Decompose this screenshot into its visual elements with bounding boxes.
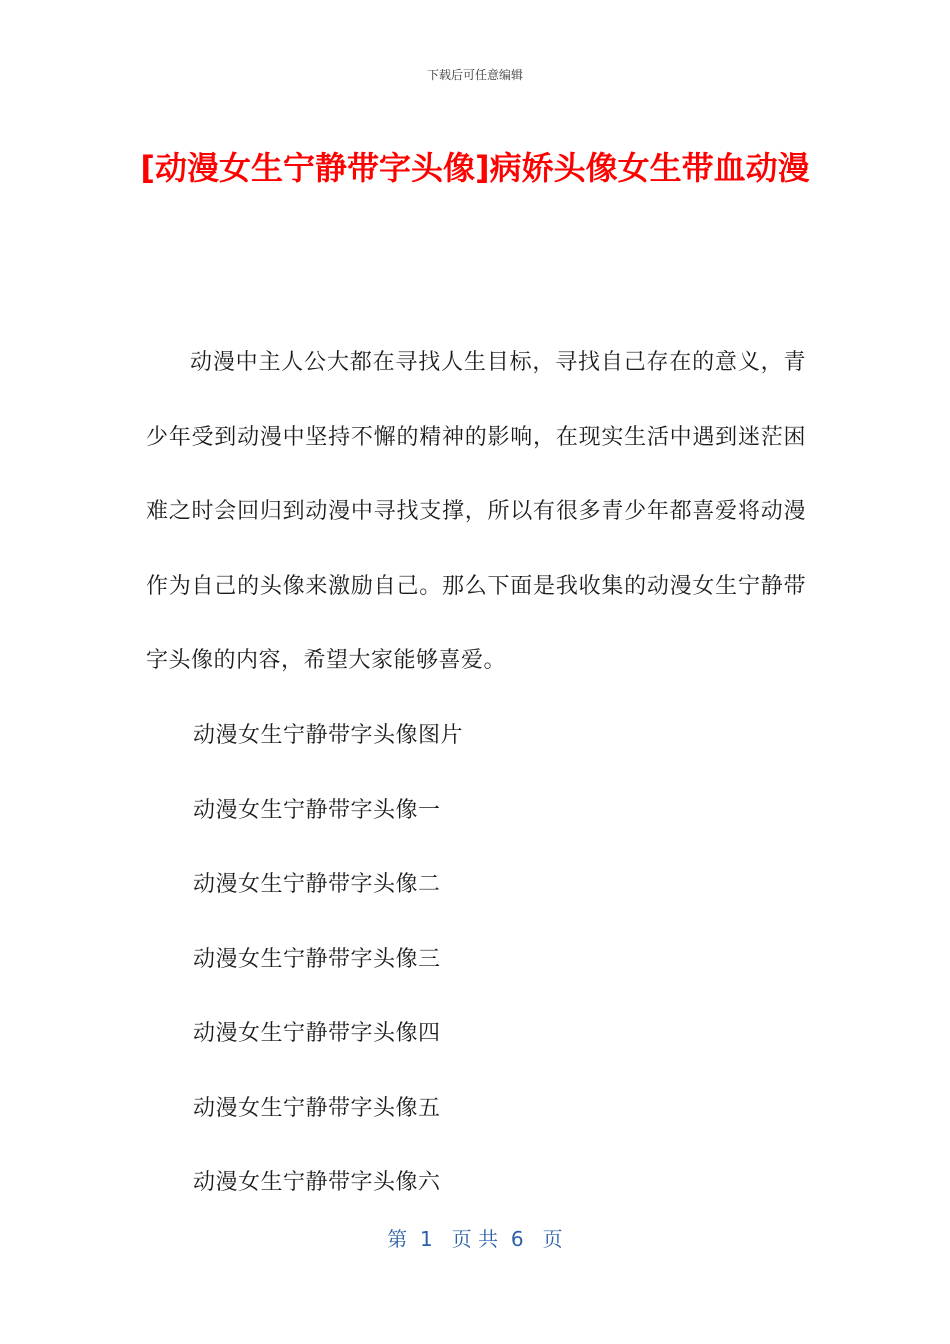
- list-item: 动漫女生宁静带字头像五: [193, 1095, 441, 1121]
- document-title: [动漫女生宁静带字头像]病娇头像女生带血动漫: [140, 149, 810, 187]
- item-list: [193, 699, 793, 1221]
- list-item: 动漫女生宁静带字头像六: [193, 1170, 441, 1195]
- list-item: 动漫女生宁静带字头像二: [193, 872, 441, 897]
- list-item: 动漫女生宁静带字头像三: [193, 946, 441, 972]
- intro-paragraph: 动漫中主人公大都在寻找人生目标，寻找自己存在的意义，青少年受到动漫中坚持不懈的精神的影响，在现实生活中遇到迷茫困难之时会回归到动漫中寻找支撑，所以有很多青少年都喜爱将动漫作为自己的头像来激励自己。那么下面是我收集的动漫女生宁静带字头像的内容，希望大家能够喜爱。: [146, 350, 806, 673]
- list-item: 动漫女生宁静带字头像图片: [193, 723, 464, 748]
- list-item: 动漫女生宁静带字头像一: [193, 797, 441, 823]
- page-number-footer: 第 1 页 共 6 页: [387, 1227, 563, 1251]
- header-note: 下载后可任意编辑: [426, 68, 523, 82]
- list-item: 动漫女生宁静带字头像四: [193, 1021, 441, 1046]
